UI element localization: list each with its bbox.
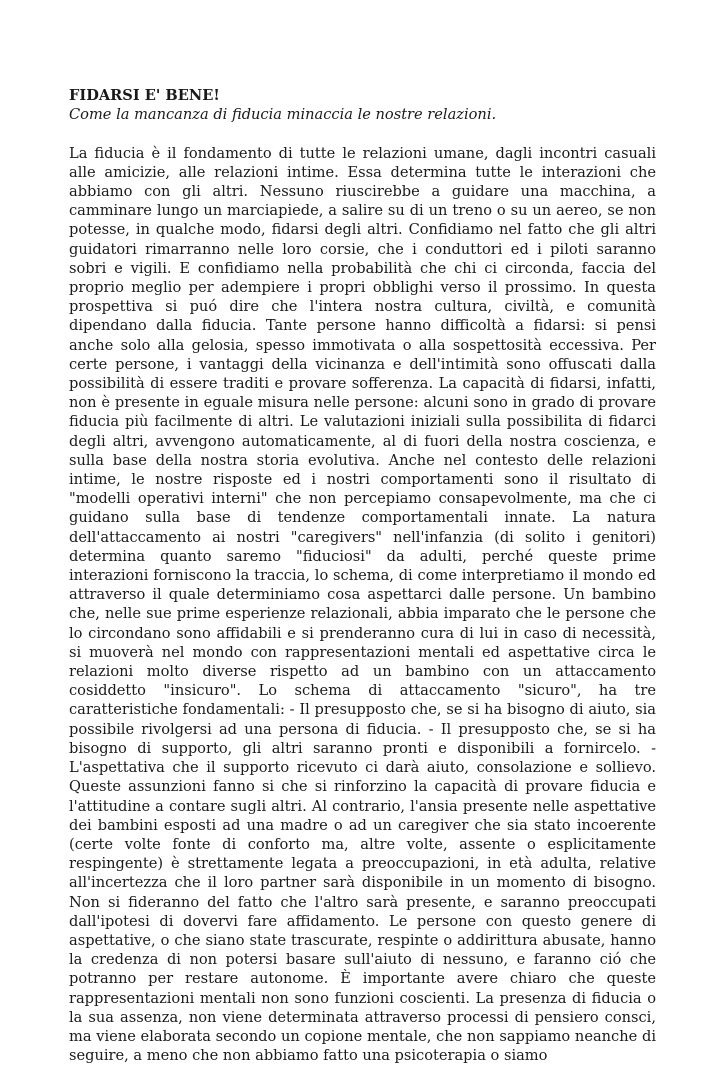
document-subtitle: Come la mancanza di fiducia minaccia le nostre relazioni. <box>69 106 497 124</box>
document-title: FIDARSI E' BENE! <box>69 87 220 104</box>
body-paragraph: La fiducia è il fondamento di tutte le relazioni umane, dagli incontri casuali alle amicizie, alle relazioni intime. Essa determina tutte le interazioni che abbiamo con gli altri. Nessuno riuscirebbe a guidare una macchina, a camminare lungo un marciapiede, a salire su di un treno o su un aereo, se non potesse, in qualche modo, fidarsi degli altri. Confidiamo nel fatto che gli altri guidatori rimarranno nelle loro corsie, che i conduttori ed i piloti saranno sobri e vigili. E confidiamo nella probabilità che chi ci circonda, faccia del proprio meglio per adempiere i propri obblighi verso il prossimo. In questa prospettiva si puó dire che l'intera nostra cultura, civiltà, e comunità dipendano dalla fiducia. Tante persone hanno difficoltà a fidarsi: si pensi anche solo alla gelosia, spesso immotivata o alla sospettosità eccessiva. Per certe persone, i vantaggi della vicinanza e dell'intimità sono offuscati dalla possibilità di essere traditi e provare sofferenza. La capacità di fidarsi, infatti, non è presente in eguale misura nelle persone: alcuni sono in grado di provare fiducia più facilmente di altri. Le valutazioni iniziali sulla possibilita di fidarci degli altri, avvengono automaticamente, al di fuori della nostra coscienza, e sulla base della nostra storia evolutiva. Anche nel contesto delle relazioni intime, le nostre risposte ed i nostri comportamenti sono il risultato di "modelli operativi interni" che non percepiamo consapevolmente, ma che ci guidano sulla base di tendenze comportamentali innate. La natura dell'attaccamento ai nostri "caregivers" nell'infanzia (di solito i genitori) determina quanto saremo "fiduciosi" da adulti, perché queste prime interazioni forniscono la traccia, lo schema, di come interpretiamo il mondo ed attraverso il quale determiniamo cosa aspettarci dalle persone. Un bambino che, nelle sue prime esperienze relazionali, abbia imparato che le persone che lo circondano sono affidabili e si prenderanno cura di lui in caso di necessità, si muoverà nel mondo con rappresentazioni mentali ed aspettative circa le relazioni molto diverse rispetto ad un bambino con un attaccamento cosiddetto "insicuro". Lo schema di attaccamento "sicuro", ha tre caratteristiche fondamentali: - Il presupposto che, se si ha bisogno di aiuto, sia possibile rivolgersi ad una persona di fiducia. - Il presupposto che, se si ha bisogno di supporto, gli altri saranno pronti e disponibili a fornircelo. - L'aspettativa che il supporto ricevuto ci darà aiuto, consolazione e sollievo. Queste assunzioni fanno si che si rinforzino la capacità di provare fiducia e l'attitudine a contare sugli altri. Al contrario, l'ansia presente nelle aspettative dei bambini esposti ad una madre o ad un caregiver che sia stato incoerente (certe volte fonte di conforto ma, altre volte, assente o esplicitamente respingente) è strettamente legata a preoccupazioni, in età adulta, relative all'incertezza che il loro partner sarà disponibile in un momento di bisogno. Non si fideranno del fatto che l'altro sarà presente, e saranno preoccupati dall'ipotesi di dovervi fare affidamento. Le persone con questo genere di aspettative, o che siano state trascurate, respinte o addirittura abusate, hanno la credenza di non potersi basare sull'aiuto di nessuno, e faranno ció che potranno per restare autonome. È importante avere chiaro che queste rappresentazioni mentali non sono funzioni coscienti. La presenza di fiducia o la sua assenza, non viene determinata attraverso processi di pensiero consci, ma viene elaborata secondo un copione mentale, che non sappiamo neanche di seguire, a meno che non abbiamo fatto una psicoterapia o siamo <box>69 144 656 1065</box>
document-content <box>69 86 656 1065</box>
